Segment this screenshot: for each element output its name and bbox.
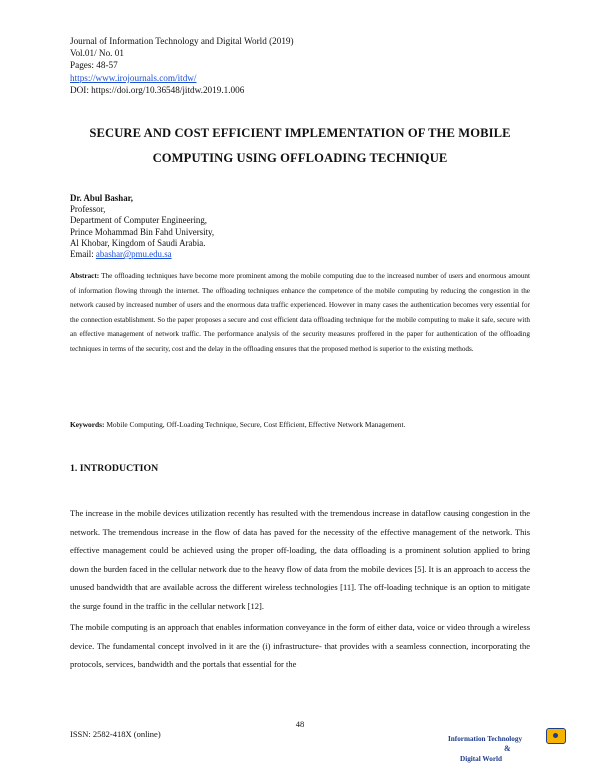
author-email-link[interactable]: abashar@pmu.edu.sa (95, 249, 172, 260)
abstract-text: The offloading techniques have become more prominent among the mobile computing due to the increased number of users and enormous amount of information flowing through the internet. The offloading techniques enhance the competence of the mobile computing by reducing the congestion in the network caused by increased number of users and the enormous data traffic experienced. However in many cases the authentication becomes very essential for the connection establishment. So the paper proposes a secure and cost efficient data offloading technique for the mobile computing to make it safe, secure with an effective management of network traffic. The performance analysis of the security measures proffered in the paper for authentication of the offloading techniques in terms of the security, cost and the delay in the offloading ensures that the proposed method is superior to the existing methods. (70, 272, 530, 353)
journal-header (70, 35, 294, 96)
author-location: Al Khobar, Kingdom of Saudi Arabia. (70, 237, 206, 248)
journal-name: Journal of Information Technology and Digital World (2019) (70, 36, 294, 46)
keywords-label: Keywords: (70, 420, 105, 429)
logo-line-1: Information Technology (448, 735, 523, 743)
logo-line-3: Digital World (460, 755, 502, 763)
abstract (70, 269, 530, 356)
title-line-1: SECURE AND COST EFFICIENT IMPLEMENTATION OF THE MOBILE (89, 126, 511, 140)
section-heading-introduction: 1. INTRODUCTION (70, 463, 159, 474)
page-number: 48 (295, 719, 305, 729)
author-block (70, 193, 214, 260)
tv-icon (546, 728, 566, 744)
email-label: Email: (70, 249, 96, 260)
volume-info: Vol.01/ No. 01 (70, 48, 124, 59)
doi-info: DOI: https://doi.org/10.36548/jitdw.2019.1.006 (70, 84, 245, 95)
abstract-label: Abstract: (70, 272, 100, 280)
keywords (70, 420, 405, 429)
title-line-2: COMPUTING USING OFFLOADING TECHNIQUE (152, 151, 448, 165)
issn: ISSN: 2582-418X (online) (70, 729, 161, 739)
author-position: Professor, (70, 204, 106, 215)
journal-url-link[interactable]: https://www.irojournals.com/itdw/ (70, 72, 197, 83)
author-name: Dr. Abul Bashar, (70, 193, 133, 203)
logo-line-2: & (504, 744, 511, 753)
author-department: Department of Computer Engineering, (70, 215, 208, 226)
intro-paragraph-2: The mobile computing is an approach that enables information conveyance in the form of either data, voice or video through a wireless device. The fundamental concept involved in it are the (i) infrastructure- that provides with a seamless connection, incorporating the protocols, services, bandwidth and the portals that essential for the (70, 622, 530, 669)
author-university: Prince Mohammad Bin Fahd University, (70, 226, 215, 237)
pages-info: Pages: 48-57 (70, 60, 118, 71)
intro-paragraph-1: The increase in the mobile devices utilization recently has resulted with the tremendous increase in dataflow causing congestion in the network. The tremendous increase in the flow of data has paved for the necessity of the effective management of the network. This effective management could be achieved using the proper off-loading, the data offloading is a prominent solution applied to bring down the burden faced in the cellular network due to the heavy flow of data from the mobile devices [5]. It is an approach to access the unused bandwidth that are available across the different wireless technologies [11]. The off-loading technique is an option to mitigate the surge found in the traffic in the cellular network [12]. (70, 508, 531, 611)
journal-logo (448, 728, 568, 768)
author-email-row (70, 249, 214, 260)
paper-title (60, 121, 540, 171)
keywords-text: Mobile Computing, Off-Loading Technique, Secure, Cost Efficient, Effective Network Management. (104, 420, 406, 429)
